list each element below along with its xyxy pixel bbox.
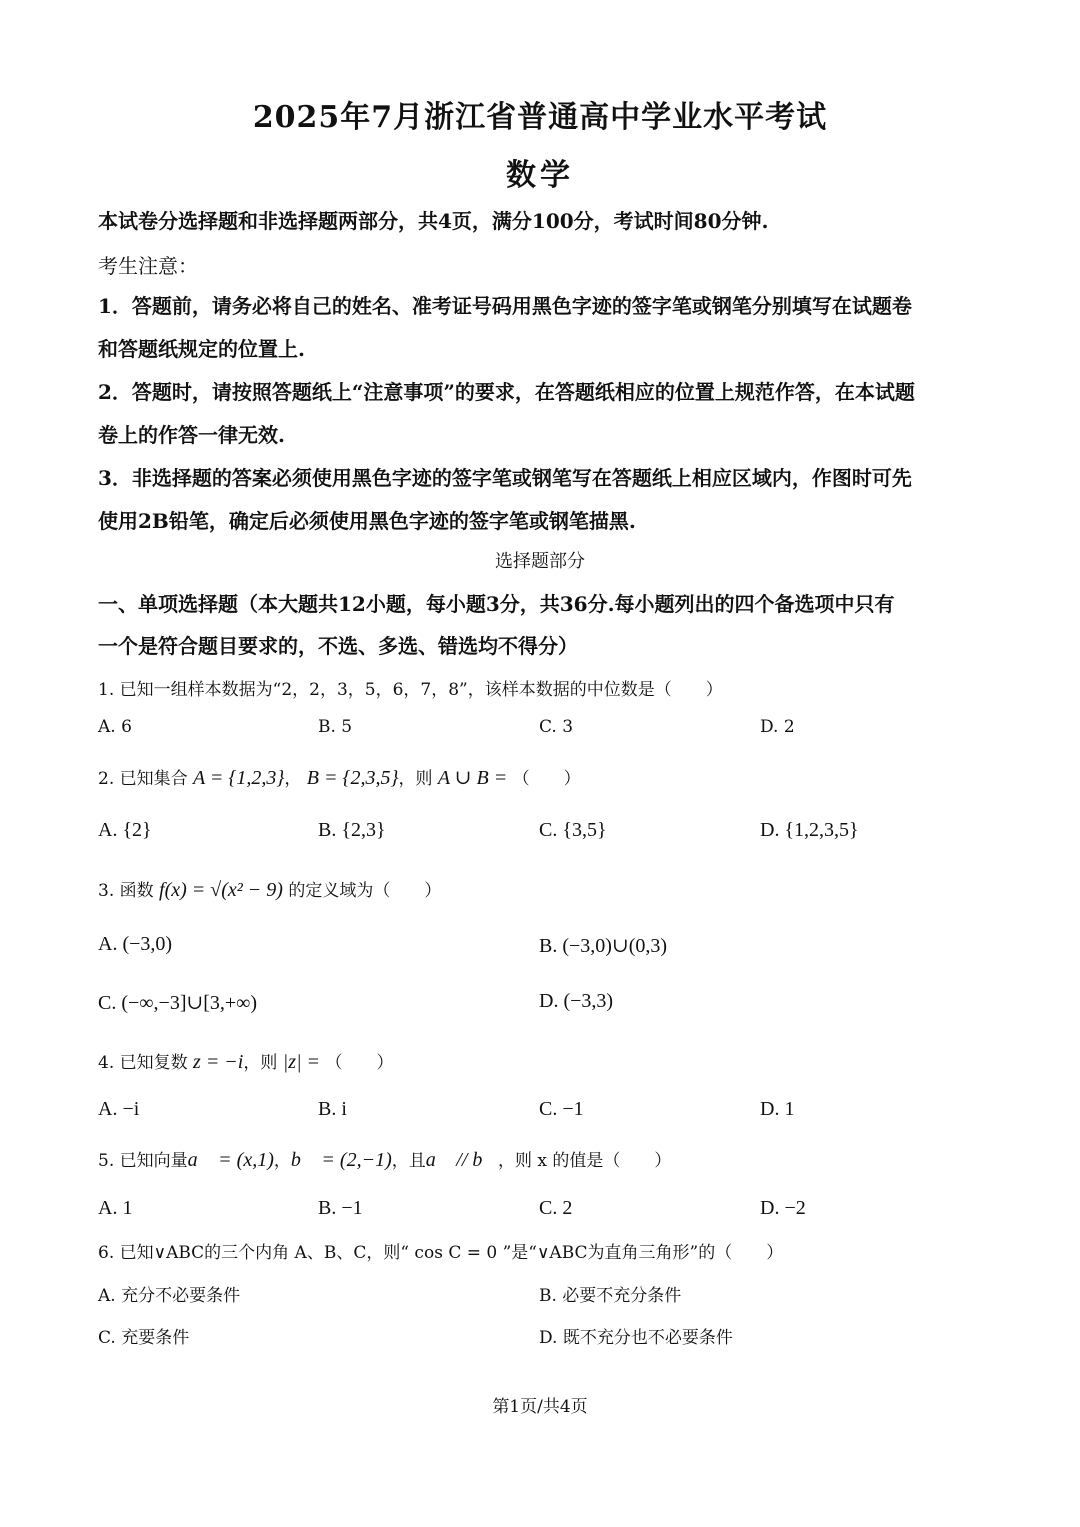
section-heading-a: 一、单项选择题（本大题共12小题，每小题3分，共36分.每小题列出的四个备选项中只有 — [98, 592, 895, 616]
question-3-option-a: A. (−3,0) — [98, 933, 173, 955]
question-1-option-c: C. 3 — [539, 717, 574, 737]
q5-text-b: ， — [273, 1151, 291, 1171]
question-2-option-a: A. {2} — [98, 819, 152, 841]
q4-text-a: 4. 已知复数 — [98, 1053, 188, 1073]
question-4-option-c: C. −1 — [539, 1098, 584, 1120]
q2-text-b: ， — [284, 769, 302, 789]
question-5-option-d: D. −2 — [760, 1197, 806, 1219]
notice-label: 考生注意： — [98, 254, 198, 278]
question-4-option-b: B. i — [318, 1098, 347, 1120]
question-3-option-c: C. (−∞,−3]∪[3,+∞) — [98, 992, 258, 1014]
question-1-stem: 1. 已知一组样本数据为“2，2，3，5，6，7，8”，该样本数据的中位数是（ ） — [98, 680, 723, 700]
q2-set-a: A = {1,2,3} — [193, 767, 285, 789]
notice-3a: 3．非选择题的答案必须使用黑色字迹的签字笔或钢笔写在答题纸上相应区域内，作图时可先 — [98, 466, 912, 490]
q5-text-c: ，且 — [391, 1151, 426, 1171]
q2-set-b: B = {2,3,5} — [306, 767, 399, 789]
section-part-title: 选择题部分 — [495, 551, 585, 572]
q4-text-c: （ ） — [325, 1053, 394, 1073]
question-2-option-b: B. {2,3} — [318, 819, 386, 841]
q3-text-b: 的定义域为（ ） — [288, 881, 442, 901]
q5-vector-b: b⃗ = (2,−1) — [290, 1149, 392, 1171]
question-1-option-d: D. 2 — [760, 717, 795, 737]
q3-text-a: 3. 函数 — [98, 881, 154, 901]
q5-text-d: ，则 x 的值是（ ） — [497, 1151, 672, 1171]
page-footer: 第1页/共4页 — [492, 1397, 588, 1417]
question-3-option-b: B. (−3,0)∪(0,3) — [539, 935, 668, 957]
q2-union: A ∪ B = — [437, 767, 508, 789]
notice-1b: 和答题纸规定的位置上. — [98, 337, 305, 361]
q2-text-a: 2. 已知集合 — [98, 769, 188, 789]
q5-vector-a: a⃗ = (x,1) — [187, 1149, 274, 1171]
question-5-option-a: A. 1 — [98, 1197, 133, 1219]
q5-text-a: 5. 已知向量 — [98, 1151, 188, 1171]
question-5-option-b: B. −1 — [318, 1197, 363, 1219]
question-4-option-a: A. −i — [98, 1098, 140, 1120]
question-2-option-d: D. {1,2,3,5} — [760, 819, 859, 841]
question-5-stem — [98, 1146, 671, 1172]
question-6-option-d: D. 既不充分也不必要条件 — [539, 1328, 733, 1348]
question-1-option-b: B. 5 — [318, 717, 353, 737]
question-3-option-d: D. (−3,3) — [539, 990, 614, 1012]
question-2-option-c: C. {3,5} — [539, 819, 607, 841]
q2-text-d: （ ） — [512, 769, 581, 789]
notice-2a: 2．答题时，请按照答题纸上“注意事项”的要求，在答题纸相应的位置上规范作答，在本试题 — [98, 380, 915, 404]
question-1-option-a: A. 6 — [98, 717, 132, 737]
notice-1a: 1．答题前，请务必将自己的姓名、准考证号码用黑色字迹的签字笔或钢笔分别填写在试题卷 — [98, 294, 912, 318]
q4-text-b: ，则 — [243, 1053, 278, 1073]
q4-modulus: |z| = — [282, 1051, 321, 1073]
section-heading-b: 一个是符合题目要求的，不选、多选、错选均不得分） — [98, 634, 578, 658]
exam-title: 2025年7月浙江省普通高中学业水平考试 — [252, 100, 828, 135]
question-6-option-a: A. 充分不必要条件 — [98, 1286, 241, 1306]
q4-complex: z = −i — [193, 1051, 244, 1073]
question-6-stem: 6. 已知∨ABC的三个内角 A、B、C，则“ cos C = 0 ”是“∨ABC为直角三角形”的（ ） — [98, 1243, 784, 1263]
question-4-stem — [98, 1048, 393, 1074]
question-5-option-c: C. 2 — [539, 1197, 573, 1219]
q2-text-c: ，则 — [398, 769, 433, 789]
q3-function: f(x) = √(x² − 9) — [159, 879, 283, 901]
question-6-option-b: B. 必要不充分条件 — [539, 1286, 682, 1306]
question-2-stem — [98, 764, 581, 790]
intro-line: 本试卷分选择题和非选择题两部分，共4页，满分100分，考试时间80分钟. — [98, 209, 769, 233]
question-3-stem — [98, 876, 441, 902]
notice-3b: 使用2B铅笔，确定后必须使用黑色字迹的签字笔或钢笔描黑. — [98, 509, 636, 533]
q5-parallel: a⃗ // b⃗ — [425, 1149, 498, 1171]
subject-title: 数学 — [506, 158, 574, 193]
question-4-option-d: D. 1 — [760, 1098, 795, 1120]
notice-2b: 卷上的作答一律无效. — [98, 423, 285, 447]
question-6-option-c: C. 充要条件 — [98, 1328, 190, 1348]
